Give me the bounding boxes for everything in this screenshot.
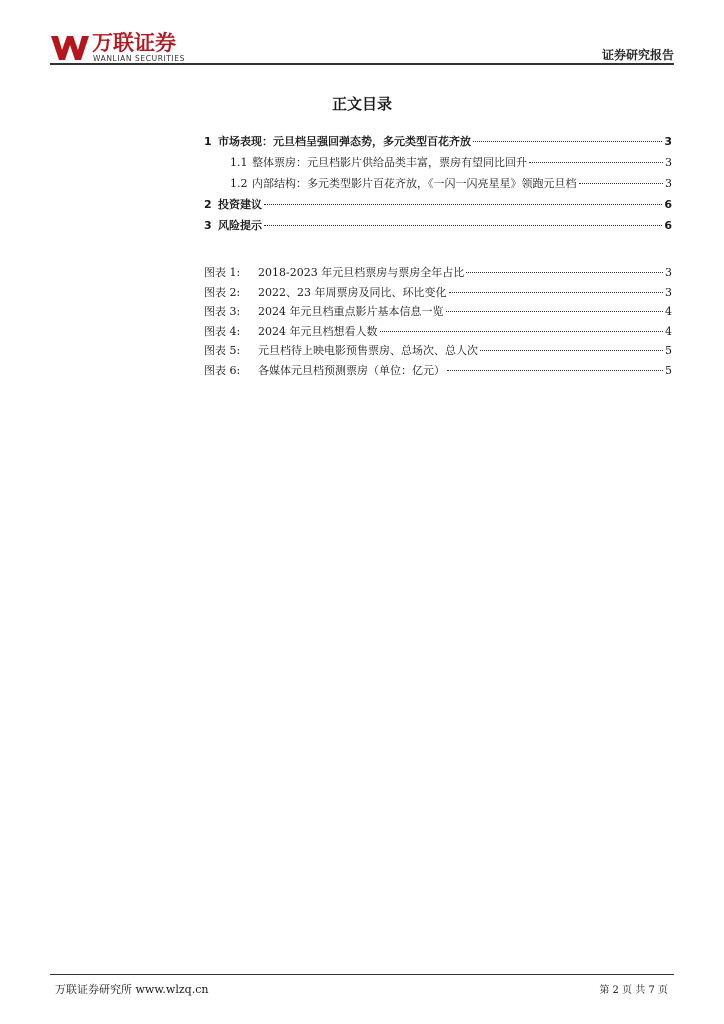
figure-entry-1[interactable] [204, 264, 672, 284]
wanlian-logo-icon [50, 32, 90, 62]
toc-entry-title: 投资建议 [218, 198, 262, 211]
toc-entry-number: 3 [204, 219, 212, 232]
toc-entry-2[interactable] [204, 196, 672, 217]
toc-entry-3[interactable] [204, 217, 672, 238]
figure-entry-2[interactable] [204, 284, 672, 304]
figure-page: 4 [665, 305, 672, 318]
figure-page: 3 [665, 285, 672, 299]
figure-page: 4 [665, 324, 672, 338]
toc-entry-page: 3 [665, 156, 672, 169]
dot-leader [264, 204, 662, 205]
figure-title: 各媒体元旦档预测票房（单位：亿元） [258, 363, 445, 377]
toc-entry-title: 风险提示 [218, 219, 262, 232]
figure-page: 3 [665, 266, 672, 279]
dot-leader [480, 350, 663, 351]
figure-list [204, 264, 672, 381]
figure-number: 图表 4: [204, 324, 241, 338]
figure-entry-5[interactable] [204, 342, 672, 362]
toc-entry-page: 6 [664, 219, 672, 232]
figure-page: 5 [665, 344, 672, 357]
logo-chinese-name: 万联证券 [92, 31, 176, 55]
header-divider [50, 63, 674, 65]
toc-title: 正文目录 [331, 95, 392, 113]
figure-entry-3[interactable] [204, 303, 672, 323]
figure-title: 2018-2023 年元旦档票房与票房全年占比 [258, 266, 465, 279]
dot-leader [529, 162, 663, 163]
figure-entry-4[interactable] [204, 323, 672, 343]
figure-number: 图表 3: [204, 305, 241, 318]
dot-leader [466, 272, 663, 273]
figure-title: 2024 年元旦档重点影片基本信息一览 [258, 305, 444, 318]
toc-entry-page: 6 [664, 198, 672, 211]
page-header [50, 30, 674, 64]
table-of-contents [204, 133, 672, 238]
figure-entry-6[interactable] [204, 362, 672, 382]
toc-entry-page: 3 [664, 135, 672, 148]
toc-entry-1[interactable] [204, 133, 672, 154]
dot-leader [380, 331, 664, 332]
toc-entry-title: 内部结构：多元类型影片百花齐放，《一闪一闪亮星星》领跑元旦档 [252, 177, 577, 190]
dot-leader [447, 370, 663, 371]
figure-title: 元旦档待上映电影预售票房、总场次、总人次 [258, 344, 478, 357]
footer-divider [50, 974, 674, 975]
dot-leader [579, 183, 664, 184]
toc-entry-title: 市场表现：元旦档呈强回弹态势，多元类型百花齐放 [218, 135, 471, 148]
toc-entry-title: 整体票房：元旦档影片供给品类丰富，票房有望同比回升 [252, 156, 527, 169]
figure-title: 2024 年元旦档想看人数 [258, 324, 378, 338]
toc-entry-1-1[interactable] [204, 154, 672, 175]
toc-entry-number: 1.1 [230, 156, 248, 169]
figure-title: 2022、23 年周票房及同比、环比变化 [258, 285, 447, 299]
dot-leader [449, 292, 664, 293]
dot-leader [446, 311, 664, 312]
figure-number: 图表 2: [204, 285, 241, 299]
toc-entry-number: 1 [204, 135, 212, 148]
toc-entry-number: 2 [204, 198, 212, 211]
toc-entry-number: 1.2 [230, 177, 248, 190]
page-number: 第 2 页 共 7 页 [599, 985, 668, 996]
toc-entry-1-2[interactable] [204, 175, 672, 196]
dot-leader [473, 141, 662, 142]
figure-number: 图表 5: [204, 344, 241, 357]
figure-page: 5 [665, 363, 672, 377]
report-type-label: 证券研究报告 [601, 48, 674, 62]
figure-number: 图表 6: [204, 363, 241, 377]
logo-english-name: WANLIAN SECURITIES [93, 54, 186, 63]
toc-entry-page: 3 [665, 177, 672, 190]
dot-leader [264, 225, 662, 226]
figure-number: 图表 1: [204, 266, 241, 279]
footer-source: 万联证券研究所 www.wlzq.cn [55, 983, 209, 996]
